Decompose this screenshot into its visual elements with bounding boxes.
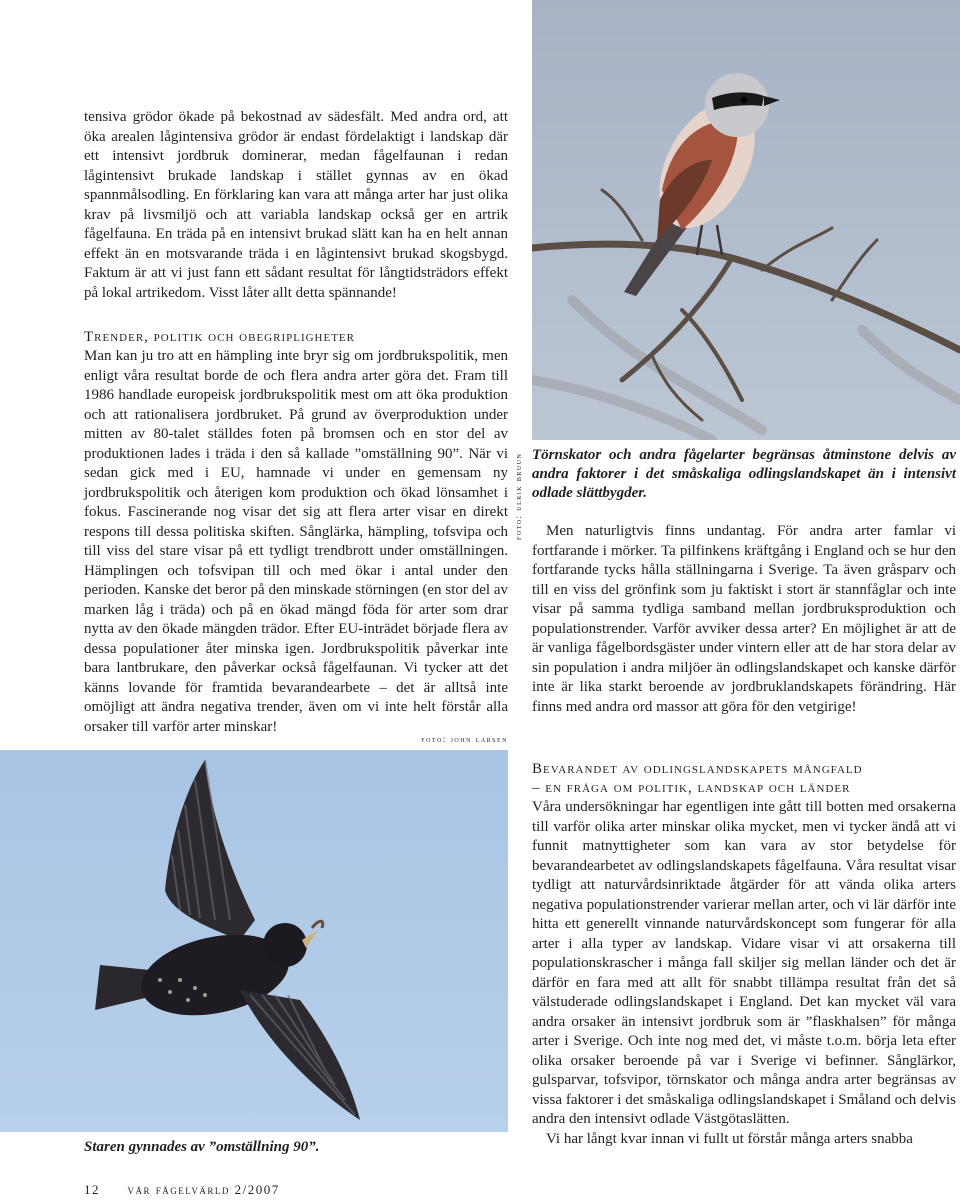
shrike-photo-credit	[513, 430, 527, 540]
section-trends-text: Man kan ju tro att en hämpling inte bryr sig om jordbrukspolitik, men enligt våra resultat borde de och flera andra arter göra det. Fram till 1986 handlade europeisk jordbrukspolitik mest om att öka produktion och att rationalisera jordbruket. På grund av överproduktion under mitten av 80-talet ställdes foten på bromsen och en stor del av produktionen lades i träda i den så kallade ”omställning 90”. När vi sedan gick med i EU, hamnade vi under en gemensam ny jordbrukspolitik och återigen kom produktion och ökad lönsamhet i fokus. Fascinerande nog visar det sig att flera arter visar en direkt respons till dessa politiska skiften. Sånglärka, hämpling, tofsvipa och till viss del stare visar på ett tydligt trendbrott under omställningen. Hämplingen och tofsvipan till och med ökar i antal under den perioden. Kanske det beror på den minskade störningen (en stor del av marken låg i träda) och på en ökad mängd föda för arter som drar nytta av den ökade mängden trädor. Efter EU-inträdet började flera av dessa populationer åter minska igen. Jordbrukspolitik påverkar inte bara lantbrukare, den påverkar också fågelfaunan. Vi tycker att det känns lovande för framtida bevarandearbete – det är alltså inte omöjligt att ändra negativa trender, även om vi inte helt förstår alla orsaker till varför arter minskar!	[84, 348, 508, 735]
page-footer	[84, 1182, 280, 1198]
starling-photo-credit: foto: john larsen	[421, 734, 508, 744]
section-conservation-heading-line1: Bevarandet av odlingslandskapets mångfald	[532, 761, 863, 777]
right-text-block	[532, 522, 956, 717]
magazine-issue: vår fågelvärld 2/2007	[127, 1182, 280, 1197]
shrike-photo-credit-text: foto: ulrik bruun	[513, 452, 523, 540]
shrike-illustration	[532, 0, 960, 440]
right-paragraph: Men naturligtvis finns undantag. För andra arter famlar vi fortfarande i mörker. Ta pilfinkens kräftgång i England och se hur den fortfarande tycks hålla ställningarna i Sverige. Ta även gråsparv och till en viss del grönfink som ju faktiskt i stort är stannfåglar och inte visar på samma tydliga samband mellan jordbruksproduktion och populationstrender. Varför avviker dessa arter? En möjlighet är att de är vanliga fågelbordsgäster under vintern eller att de har stora delar av sin population i andra miljöer än odlingslandskapet och kanske därför inte är lika starkt beroende av jordbruklandskapets förändring. Här finns med andra ord massor att göra för den vetgirige!	[532, 523, 956, 715]
starling-photo	[0, 750, 508, 1132]
starling-illustration	[0, 750, 508, 1132]
shrike-caption: Törnskator och andra fågelarter begränsas åtminstone delvis av andra faktorer i det småskaliga odlingslandskapet än i intensivt odlade slättbygder.	[532, 447, 956, 501]
page-number: 12	[84, 1182, 100, 1197]
section-trends	[84, 328, 508, 737]
starling-caption: Staren gynnades av ”omställning 90”.	[84, 1139, 320, 1155]
section-trends-heading: Trender, politik och obegripligheter	[84, 329, 355, 345]
section-conservation	[532, 760, 956, 1149]
section-conservation-text2: Vi har långt kvar innan vi fullt ut förstår många arters snabba	[546, 1130, 913, 1147]
intro-paragraph: tensiva grödor ökade på bekostnad av sädesfält. Med andra ord, att öka arealen lågintensiva grödor är endast fördelaktigt i landskap där ett intensivt jordbruk dominerar, medan fågelfaunan i redan lågintensivt brukade landskap i stället gynnas av en ökad spannmålsodling. En förklaring kan vara att många arter har just olika krav på livsmiljö och att variabla landskap också ger en artrik fågelfauna. En träda på en intensivt brukad slätt kan ha en helt annan effekt än en motsvarande träda i en lågintensivt brukad skogsbygd. Faktum är att vi just fann ett sådant resultat för långtidsträdors effekt på lokal artrikedom. Visst låter allt detta spännande!	[84, 109, 508, 301]
shrike-photo	[532, 0, 960, 440]
intro-text-block	[84, 108, 508, 303]
section-conservation-heading-line2: – en fråga om politik, landskap och länder	[532, 780, 851, 796]
section-conservation-text: Våra undersökningar har egentligen inte gått till botten med orsakerna till varför olika arter minskar olika mycket, men vi tycker ändå att vi funnit matnyttigheter som kan vara av stor betydelse för bevarandearbetet av odlingslandskapets fågelfauna. Våra resultat visar tydligt att naturvårdsinriktade åtgärder för att vända olika arters negativa populationstrender varierar mellan arter, och vi lär därför inte hitta ett generellt vinnande naturvårdskoncept som fungerar för alla arter i alla typer av landskap. Vidare visar vi att orsakerna till populationskrascher i många fall skiljer sig mellan länder och det är därför en fara med att allt för snabbt tillämpa resultat från det så välstuderade odlingslandskapet i England. Det kan mycket väl vara andra orsaker än intensivt jordbruk som är ”flaskhalsen” för många arter i Sverige. Och inte nog med det, vi måste t.o.m. börja leta efter olika orsaker beroende på var i Sverige vi befinner. Sånglärkor, gulsparvar, tofsvipor, törnskator och många andra arter begränsas av vissa faktorer i det småskaliga odlingslandskapet i Småland och delvis andra den intensivt odlade Västgötaslätten.	[532, 799, 956, 1127]
